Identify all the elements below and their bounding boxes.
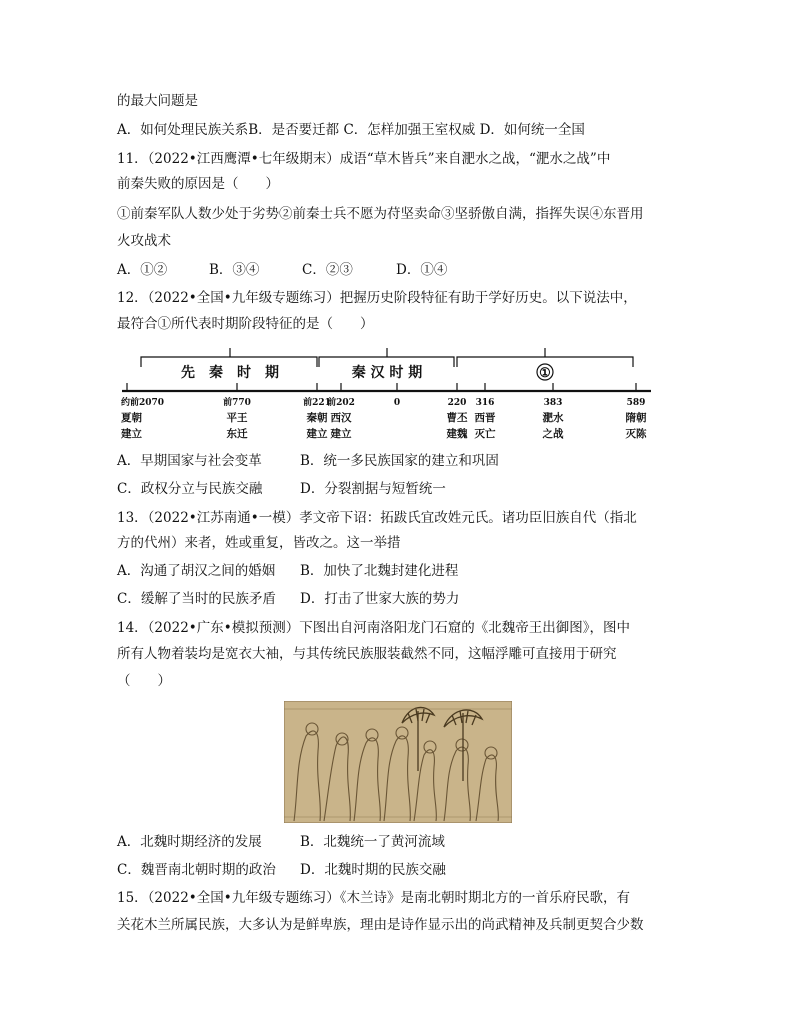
timeline-event-label: 东迁 — [226, 428, 248, 440]
q12-stem-line2: 最符合①所代表时期阶段特征的是（ ） — [117, 316, 374, 332]
timeline-year-label: 约前2070 — [121, 398, 165, 408]
timeline-event-label: 灭亡 — [474, 428, 496, 440]
q14-stem-line1: 14．（2022•广东•模拟预测）下图出自河南洛阳龙门石窟的《北魏帝王出御图》，图中 — [117, 620, 630, 636]
timeline-event-label: 建魏 — [446, 428, 468, 440]
q11-stem-line1: 11．（2022•江西鹰潭•七年级期末）成语“草木皆兵”来自淝水之战，“淝水之战”中 — [117, 151, 611, 167]
q11-stem-line2: 前秦失败的原因是（ ） — [117, 176, 279, 192]
q13-option-c: C．缓解了当时的民族矛盾 — [117, 591, 276, 607]
timeline-event-label: 建立 — [306, 428, 328, 440]
q14-option-c: C．魏晋南北朝时期的政治 — [117, 862, 276, 878]
timeline-year-label: 前770 — [223, 398, 251, 408]
q15-stem-line1: 15．（2022•全国•九年级专题练习）《木兰诗》是南北朝时期北方的一首乐府民歌，有 — [117, 890, 630, 906]
timeline-event-label: 灭陈 — [625, 428, 647, 440]
q11-stem-line3: ①前秦军队人数少处于劣势②前秦士兵不愿为苻坚卖命③坚骄傲自满，指挥失误④东晋用 — [117, 206, 644, 222]
q12-option-b: B．统一多民族国家的建立和巩固 — [300, 453, 499, 469]
timeline-year-label: 383 — [543, 398, 563, 408]
period-label-qinhan: 秦 汉 时 期 — [351, 365, 423, 381]
timeline-year-label: 589 — [626, 398, 646, 408]
timeline-event-label: 建立 — [121, 428, 142, 440]
timeline-year-label: 前202 — [327, 398, 355, 408]
period-label-marker: ① — [539, 366, 551, 381]
q11-option-d: D．①④ — [396, 262, 448, 278]
q14-stem-line2: 所有人物着装均是宽衣大袖，与其传统民族服装截然不同，这幅浮雕可直接用于研究 — [117, 646, 617, 662]
timeline-event-label: 西晋 — [474, 412, 496, 424]
timeline-event-label: 建立 — [330, 428, 352, 440]
prev-question-options: A．如何处理民族关系B．是否要迁都 C．怎样加强王室权威 D．如何统一全国 — [117, 122, 585, 138]
q11-option-b: B．③④ — [209, 262, 260, 278]
q11-option-a: A．①② — [117, 262, 168, 278]
q11-option-c: C．②③ — [302, 262, 353, 278]
timeline-event-label: 曹丕 — [446, 412, 468, 424]
timeline-event-label: 西汉 — [330, 412, 352, 424]
q13-option-d: D．打击了世家大族的势力 — [300, 591, 460, 607]
timeline-year-label: 220 — [447, 398, 467, 408]
q13-option-b: B．加快了北魏封建化进程 — [300, 563, 459, 579]
timeline-year-label: 前221 — [303, 398, 331, 408]
q14-option-b: B．北魏统一了黄河流域 — [300, 834, 445, 850]
q14-option-d: D．北魏时期的民族交融 — [300, 862, 446, 878]
line-prev-question-end: 的最大问题是 — [117, 93, 198, 109]
q13-stem-line1: 13．（2022•江苏南通•一模）孝文帝下诏：拓跋氏宜改姓元氏。诸功臣旧族自代（指北 — [117, 510, 637, 526]
timeline-event-label: 夏朝 — [121, 412, 142, 424]
q12-option-c: C．政权分立与民族交融 — [117, 481, 263, 497]
q12-stem-line1: 12．（2022•全国•九年级专题练习）把握历史阶段特征有助于学好历史。以下说法中， — [117, 290, 637, 306]
timeline-year-label: 316 — [475, 398, 495, 408]
q14-option-a: A．北魏时期经济的发展 — [117, 834, 262, 850]
timeline-event-label: 淝水 — [542, 412, 564, 424]
q12-option-a: A．早期国家与社会变革 — [117, 453, 262, 469]
history-timeline — [117, 345, 657, 445]
q11-stem-line4: 火攻战术 — [117, 233, 171, 249]
q14-stem-line3: （ ） — [117, 673, 171, 689]
q13-stem-line2: 方的代州）来者，姓或重复，皆改之。这一举措 — [117, 535, 401, 551]
relief-image-northern-wei-emperor — [284, 701, 512, 823]
timeline-event-label: 秦朝 — [306, 412, 328, 424]
q12-option-d: D．分裂割据与短暂统一 — [300, 481, 446, 497]
timeline-event-label: 隋朝 — [625, 412, 647, 424]
timeline-event-label: 平王 — [226, 412, 248, 424]
timeline-year-label: 0 — [393, 398, 401, 408]
timeline-event-label: 之战 — [542, 428, 564, 440]
q13-option-a: A．沟通了胡汉之间的婚姻 — [117, 563, 276, 579]
period-label-xianqin: 先 秦 时 期 — [181, 365, 279, 381]
q15-stem-line2: 关花木兰所属民族，大多认为是鲜卑族，理由是诗作显示出的尚武精神及兵制更契合少数 — [117, 917, 644, 933]
